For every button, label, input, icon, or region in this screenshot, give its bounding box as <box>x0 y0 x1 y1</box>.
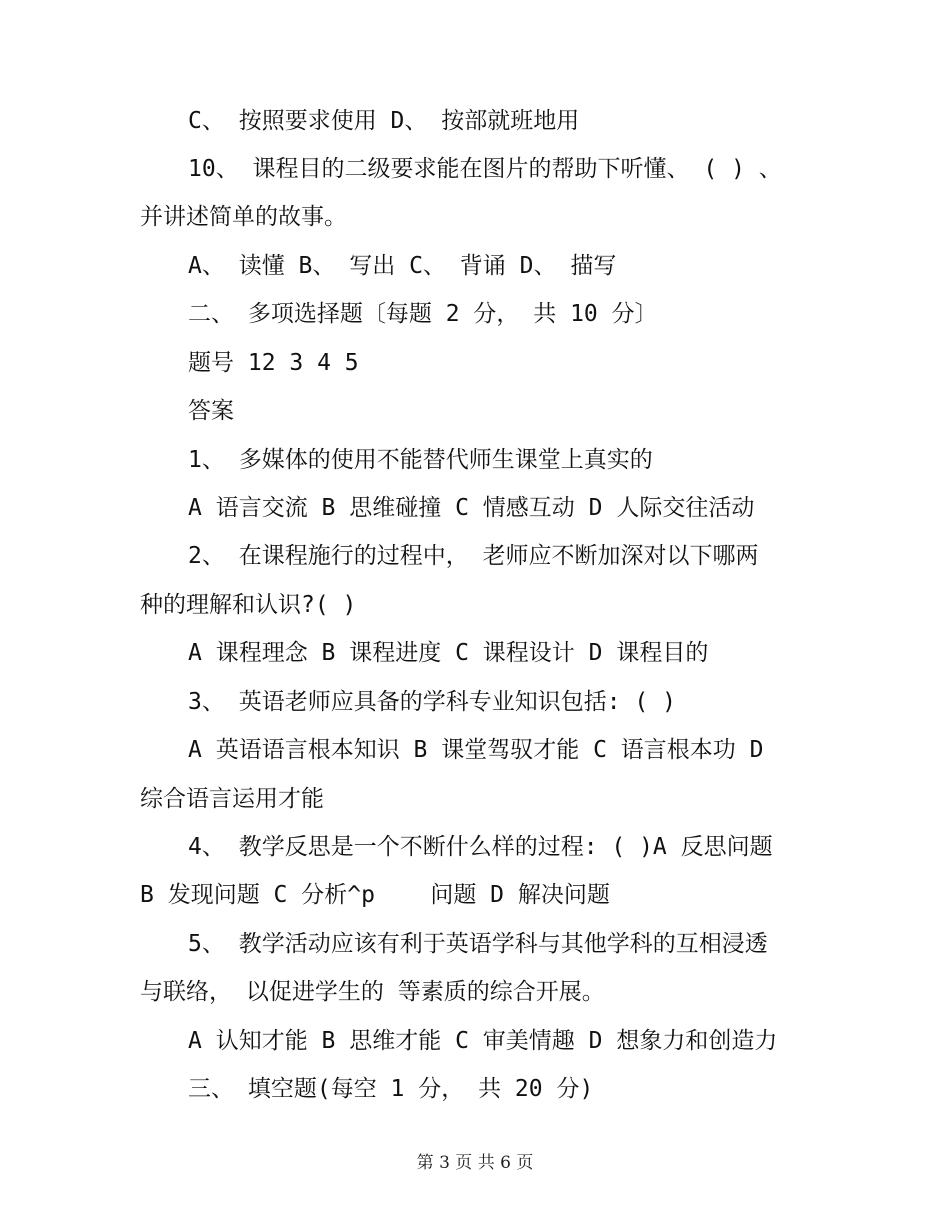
text-line: A 语言交流 B 思维碰撞 C 情感互动 D 人际交往活动 <box>188 495 755 521</box>
text-line: 题号 12 3 4 5 <box>188 350 359 376</box>
text-line: 3、 英语老师应具备的学科专业知识包括: ( ) <box>188 689 676 715</box>
section-heading: 三、 填空题(每空 1 分， 共 20 分) <box>188 1076 594 1102</box>
text-line: 10、 课程目的二级要求能在图片的帮助下听懂、 ( ) 、 <box>188 156 782 182</box>
text-line: B 发现问题 C 分析^p 问题 D 解决问题 <box>140 882 610 908</box>
text-line: 2、 在课程施行的过程中， 老师应不断加深对以下哪两 <box>188 543 759 569</box>
text-line: 答案 <box>188 398 234 424</box>
text-line: 与联络， 以促进学生的 等素质的综合开展。 <box>140 979 605 1005</box>
text-line: 种的理解和认识?( ) <box>140 592 357 618</box>
text-line: 并讲述简单的故事。 <box>140 204 347 230</box>
text-line: A 课程理念 B 课程进度 C 课程设计 D 课程目的 <box>188 640 709 666</box>
page-footer: 第 3 页 共 6 页 <box>416 1153 534 1173</box>
text-line: C、 按照要求使用 D、 按部就班地用 <box>188 108 580 134</box>
text-line: 综合语言运用才能 <box>140 786 324 812</box>
section-heading: 二、 多项选择题〔每题 2 分， 共 10 分〕 <box>188 301 658 327</box>
text-line: A 英语语言根本知识 B 课堂驾驭才能 C 语言根本功 D <box>188 737 764 763</box>
text-line: A、 读懂 B、 写出 C、 背诵 D、 描写 <box>188 253 617 279</box>
text-line: 4、 教学反思是一个不断什么样的过程: ( )A 反思问题 <box>188 834 773 860</box>
text-line: 5、 教学活动应该有利于英语学科与其他学科的互相浸透 <box>188 931 768 957</box>
text-line: 1、 多媒体的使用不能替代师生课堂上真实的 <box>188 447 653 473</box>
text-line: A 认知才能 B 思维才能 C 审美情趣 D 想象力和创造力 <box>188 1028 778 1054</box>
